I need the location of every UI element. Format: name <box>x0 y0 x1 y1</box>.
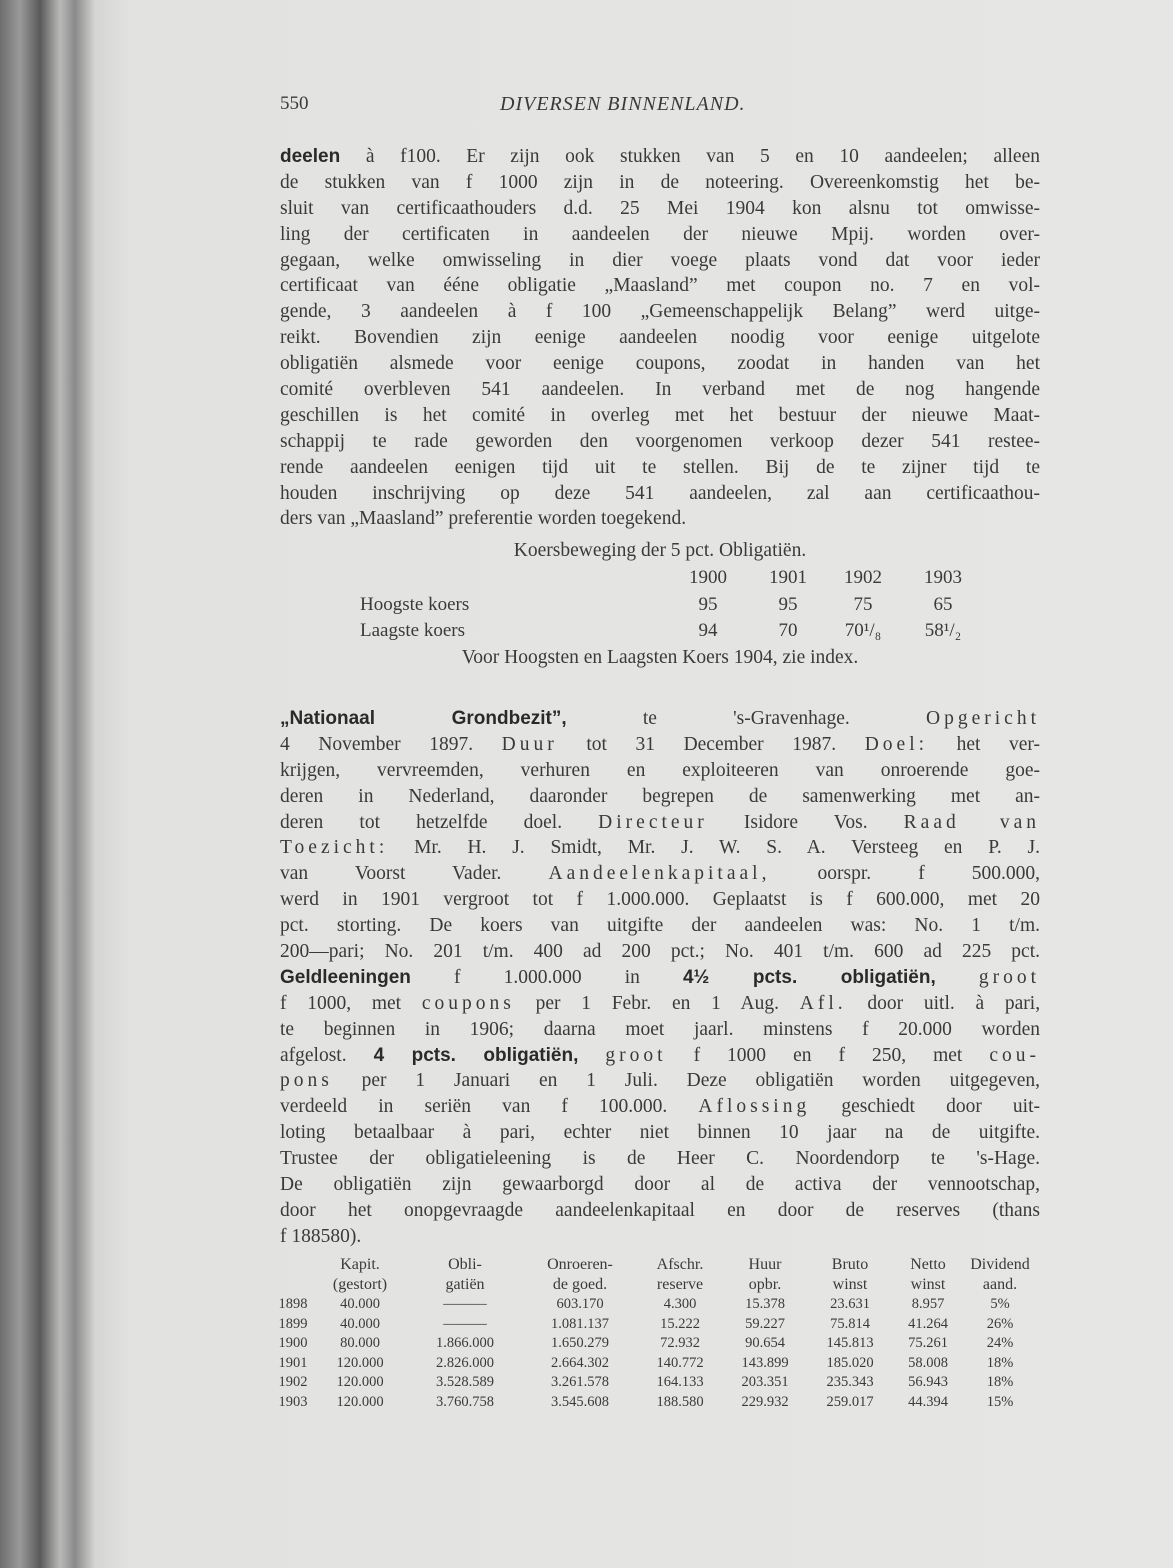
text-segment: het ver- <box>956 733 1041 755</box>
table-cell: 1.650.279 <box>551 1335 609 1351</box>
table-cell: 40.000 <box>340 1296 380 1312</box>
text-line <box>280 506 1040 532</box>
text-segment: 4 November 1897. <box>280 733 474 755</box>
text-line <box>280 1198 1040 1224</box>
koers-value: 75 <box>853 594 873 615</box>
table-cell: Obli- <box>448 1256 482 1273</box>
table-cell: 75.814 <box>830 1315 870 1332</box>
text-segment: verdeeld in seriën van f 100.000. <box>280 1096 668 1118</box>
table-cell: Huur <box>748 1256 782 1273</box>
text-segment: door het onopgevraagde aandeelenkapitaal en door de reserves (thans <box>280 1199 1040 1221</box>
bold-heading: 4½ pcts. obligatiën, <box>682 966 936 988</box>
table-cell: winst <box>910 1276 946 1293</box>
text-segment: coupons <box>421 992 515 1014</box>
bold-heading: 4 pcts. obligatiën, <box>373 1044 579 1066</box>
text-segment: geschillen is het comité in overleg met het bestuur der nieuwe Maat- <box>280 404 1040 426</box>
text-segment: de stukken van f 1000 zijn in de noteering. Overeenkomstig het be- <box>280 171 1040 193</box>
text-line <box>280 325 1040 351</box>
table-cell: 15.222 <box>660 1315 700 1332</box>
table-cell: 259.017 <box>826 1393 874 1410</box>
text-segment: Duur <box>501 733 558 755</box>
text-line <box>280 299 1040 325</box>
text-line <box>280 784 1040 810</box>
text-segment: cou- <box>989 1044 1041 1066</box>
koers-value: 58¹/₂ <box>924 620 962 641</box>
table-cell: 24% <box>986 1335 1014 1351</box>
bold-heading: deelen <box>280 146 341 167</box>
text-segment: reikt. Bovendien zijn eenige aandeelen noodig voor eenige uitgelote <box>280 327 1040 349</box>
table-cell: 120.000 <box>336 1393 384 1410</box>
text-segment: obligatiën alsmede voor eenige coupons, zoodat in handen van het <box>280 353 1040 375</box>
text-segment: f 1000, met <box>280 992 402 1014</box>
text-segment: f 188580). <box>280 1225 362 1247</box>
table-cell: 143.899 <box>741 1354 789 1371</box>
table-cell: 1.866.000 <box>436 1335 494 1351</box>
text-segment: loting betaalbaar à pari, echter niet binnen 10 jaar na de uitgifte. <box>280 1122 1040 1144</box>
table-cell: 140.772 <box>656 1354 704 1371</box>
table-cell: Netto <box>910 1256 946 1273</box>
text-segment: Afl. <box>799 992 847 1014</box>
text-line <box>280 170 1040 196</box>
page-number: 550 <box>280 93 309 114</box>
text-segment: Aflossing <box>698 1096 811 1118</box>
text-segment: pct. storting. De koers van uitgifte der aandeelen was: No. 1 t/m. <box>280 915 1040 937</box>
table-cell: 120.000 <box>336 1374 384 1390</box>
text-segment: geschiedt door uit- <box>841 1096 1040 1118</box>
text-line <box>280 403 1040 429</box>
table-cell: 1903 <box>278 1393 308 1410</box>
text-segment: f 1.000.000 in <box>454 966 640 988</box>
table-cell: 40.000 <box>340 1315 380 1332</box>
table-cell: 56.943 <box>908 1374 948 1390</box>
table-cell: 229.932 <box>741 1393 789 1410</box>
table-cell: 2.826.000 <box>436 1354 494 1371</box>
text-segment: gegaan, welke omwisseling in dier voege plaats vond dat voor ieder <box>280 249 1040 271</box>
text-line <box>280 1172 1040 1198</box>
koers-value: 94 <box>698 620 718 641</box>
text-line <box>280 481 1040 507</box>
text-segment: deren in Nederland, daaronder begrepen de samenwerking met an- <box>280 785 1040 807</box>
table-cell: 23.631 <box>830 1296 870 1312</box>
table-cell: 18% <box>986 1374 1014 1390</box>
text-segment: certificaat van ééne obligatie „Maasland” met coupon no. 7 en vol- <box>280 275 1040 297</box>
text-segment: sluit van certificaathouders d.d. 25 Mei 1904 kon alsnu tot omwisse- <box>280 197 1040 219</box>
table-cell: 15.378 <box>745 1296 785 1312</box>
text-line <box>280 351 1040 377</box>
koers-value: 95 <box>698 594 718 615</box>
text-line <box>280 222 1040 248</box>
text-segment: tot 31 December 1987. <box>586 733 837 755</box>
text-segment: Doel: <box>864 733 929 755</box>
table-cell: 58.008 <box>908 1354 948 1371</box>
table-cell: 5% <box>990 1296 1010 1312</box>
text-segment: rende aandeelen eenigen tijd uit te stellen. Bij de te zijner tijd te <box>280 456 1040 478</box>
table-cell: 80.000 <box>340 1335 380 1351</box>
text-segment: per 1 Januari en 1 Juli. Deze obligatiën worden uitgegeven, <box>361 1070 1040 1092</box>
table-cell: ——— <box>443 1296 487 1312</box>
text-segment: Isidore Vos. <box>743 811 868 833</box>
table-cell: Bruto <box>831 1256 869 1273</box>
year-header: 1902 <box>844 567 882 588</box>
koers-value: 65 <box>933 594 953 615</box>
text-segment: van Voorst Vader. <box>280 863 502 885</box>
text-segment: pons <box>280 1070 333 1092</box>
text-segment: deren tot hetzelfde doel. <box>280 811 563 833</box>
table-cell: 185.020 <box>826 1354 874 1371</box>
text-segment: Opgericht <box>926 708 1040 729</box>
table-cell: 120.000 <box>336 1354 384 1371</box>
text-line <box>280 810 1040 836</box>
row-label: Laagste koers <box>360 620 465 641</box>
table-cell: Dividend <box>970 1256 1030 1273</box>
text-line <box>280 965 1040 991</box>
table-cell: reserve <box>656 1276 704 1293</box>
text-line <box>280 1146 1040 1172</box>
text-line <box>280 1017 1040 1043</box>
koers-table-title: Koersbeweging der 5 pct. Obligatiën. <box>513 540 807 561</box>
text-line <box>280 835 1040 861</box>
table-cell: gatiën <box>445 1276 485 1293</box>
table-cell: 1900 <box>278 1335 308 1351</box>
table-cell: 3.760.758 <box>436 1393 494 1410</box>
bold-heading: „Nationaal Grondbezit”, <box>280 708 567 729</box>
row-label: Hoogste koers <box>360 594 470 615</box>
text-line <box>280 248 1040 274</box>
text-segment: te 's-Gravenhage. <box>642 708 850 729</box>
table-cell: 75.261 <box>908 1335 948 1351</box>
text-segment: houden inschrijving op deze 541 aandeelen, zal aan certificaathou- <box>280 482 1040 504</box>
table-cell: 235.343 <box>826 1374 874 1390</box>
text-line <box>280 861 1040 887</box>
table-cell: 1899 <box>278 1315 308 1332</box>
table-cell: 4.300 <box>663 1296 697 1312</box>
text-line <box>280 887 1040 913</box>
bold-heading: Geldleeningen <box>280 966 411 988</box>
table-cell: 41.264 <box>908 1315 948 1332</box>
table-cell: 3.528.589 <box>436 1374 494 1390</box>
table-cell: (gestort) <box>332 1276 388 1293</box>
text-segment: te beginnen in 1906; daarna moet jaarl. minstens f 20.000 worden <box>280 1018 1040 1040</box>
table-cell: 59.227 <box>745 1315 785 1332</box>
table-cell: 8.957 <box>911 1296 945 1312</box>
text-line <box>280 706 1040 732</box>
text-line <box>280 1043 1040 1069</box>
text-segment: schappij te rade geworden den voorgenomen verkoop dezer 541 restee- <box>280 430 1040 452</box>
table-cell: 3.261.578 <box>551 1374 609 1390</box>
text-line <box>280 732 1040 758</box>
year-header: 1901 <box>769 567 807 588</box>
table-cell: ——— <box>443 1315 487 1332</box>
text-segment: De obligatiën zijn gewaarborgd door al de activa der vennootschap, <box>280 1174 1040 1196</box>
table-cell: de goed. <box>552 1276 608 1293</box>
table-cell: Onroeren- <box>547 1256 613 1273</box>
text-line <box>280 144 1040 170</box>
table-cell: 1898 <box>278 1296 308 1312</box>
table-cell: 188.580 <box>656 1393 704 1410</box>
text-segment: werd in 1901 vergroot tot f 1.000.000. Geplaatst is f 600.000, met 20 <box>280 889 1040 911</box>
text-line <box>280 1224 1040 1250</box>
year-header: 1900 <box>689 567 727 588</box>
text-segment: groot <box>978 966 1040 988</box>
text-line <box>280 429 1040 455</box>
table-cell: 90.654 <box>745 1335 785 1351</box>
table-cell: 18% <box>986 1354 1014 1371</box>
text-segment: per 1 Febr. en 1 Aug. <box>535 992 780 1014</box>
table-cell: 26% <box>986 1315 1014 1332</box>
table-cell: aand. <box>982 1276 1018 1293</box>
text-segment: gende, 3 aandeelen à f 100 „Gemeenschappelijk Belang” werd uitge- <box>280 301 1040 323</box>
text-segment: f 1000 en f 250, met <box>693 1044 963 1066</box>
paragraph-nationaal-grondbezit <box>280 706 1040 1250</box>
table-cell: 44.394 <box>908 1393 948 1410</box>
running-title: DIVERSEN BINNENLAND. <box>500 93 746 115</box>
text-line <box>280 913 1040 939</box>
text-segment: afgelost. <box>280 1044 347 1066</box>
table-cell: 1901 <box>278 1354 308 1371</box>
text-line <box>280 1068 1040 1094</box>
text-segment: krijgen, vervreemden, verhuren en exploiteeren van onroerende goe- <box>280 759 1040 781</box>
text-segment: Directeur <box>598 811 708 833</box>
table-cell: 203.351 <box>741 1374 789 1390</box>
table-cell: Afschr. <box>656 1256 704 1273</box>
table-cell: 1.081.137 <box>551 1315 609 1332</box>
table-cell: 603.170 <box>556 1296 604 1312</box>
table-cell: Kapit. <box>340 1256 380 1273</box>
text-segment: comité overbleven 541 aandeelen. In verband met de nog hangende <box>280 379 1040 401</box>
table-cell: 164.133 <box>656 1374 704 1390</box>
paragraph-maasland <box>280 144 1040 532</box>
koers-table-note: Voor Hoogsten en Laagsten Koers 1904, zie index. <box>461 647 859 668</box>
text-segment: groot <box>605 1044 667 1066</box>
text-segment: à f100. Er zijn ook stukken van 5 en 10 aandeelen; alleen <box>365 146 1040 167</box>
table-cell: 72.932 <box>660 1335 700 1351</box>
text-line <box>280 455 1040 481</box>
year-header: 1903 <box>924 567 962 588</box>
text-line <box>280 939 1040 965</box>
table-cell: 15% <box>986 1393 1014 1410</box>
text-line <box>280 196 1040 222</box>
text-line <box>280 377 1040 403</box>
text-segment: Toezicht: <box>280 837 389 859</box>
text-segment: ling der certificaten in aandeelen der nieuwe Mpij. worden over- <box>280 223 1040 245</box>
table-cell: 145.813 <box>826 1335 874 1351</box>
text-segment: ders van „Maasland” preferentie worden toegekend. <box>280 508 687 530</box>
koers-value: 70¹/₈ <box>844 620 882 641</box>
table-cell: opbr. <box>748 1276 782 1293</box>
koers-value: 95 <box>778 594 798 615</box>
text-segment: 200—pari; No. 201 t/m. 400 ad 200 pct.; No. 401 t/m. 600 ad 225 pct. <box>280 941 1040 963</box>
table-cell: 3.545.608 <box>551 1393 609 1410</box>
koers-value: 70 <box>778 620 798 641</box>
table-cell: winst <box>832 1276 868 1293</box>
text-segment: Raad van <box>903 811 1040 833</box>
text-line <box>280 758 1040 784</box>
text-segment: Aandeelenkapitaal, <box>548 863 771 885</box>
text-segment: oorspr. f 500.000, <box>817 863 1041 885</box>
text-segment: Trustee der obligatieleening is de Heer C. Noordendorp te 's-Hage. <box>280 1148 1040 1170</box>
text-segment: door uitl. à pari, <box>867 992 1041 1014</box>
table-cell: 1902 <box>278 1374 308 1390</box>
text-line <box>280 273 1040 299</box>
text-line <box>280 1094 1040 1120</box>
text-segment: Mr. H. J. Smidt, Mr. J. W. S. A. Versteeg en P. J. <box>414 837 1040 859</box>
text-line <box>280 1120 1040 1146</box>
text-line <box>280 991 1040 1017</box>
table-cell: 2.664.302 <box>551 1354 609 1371</box>
